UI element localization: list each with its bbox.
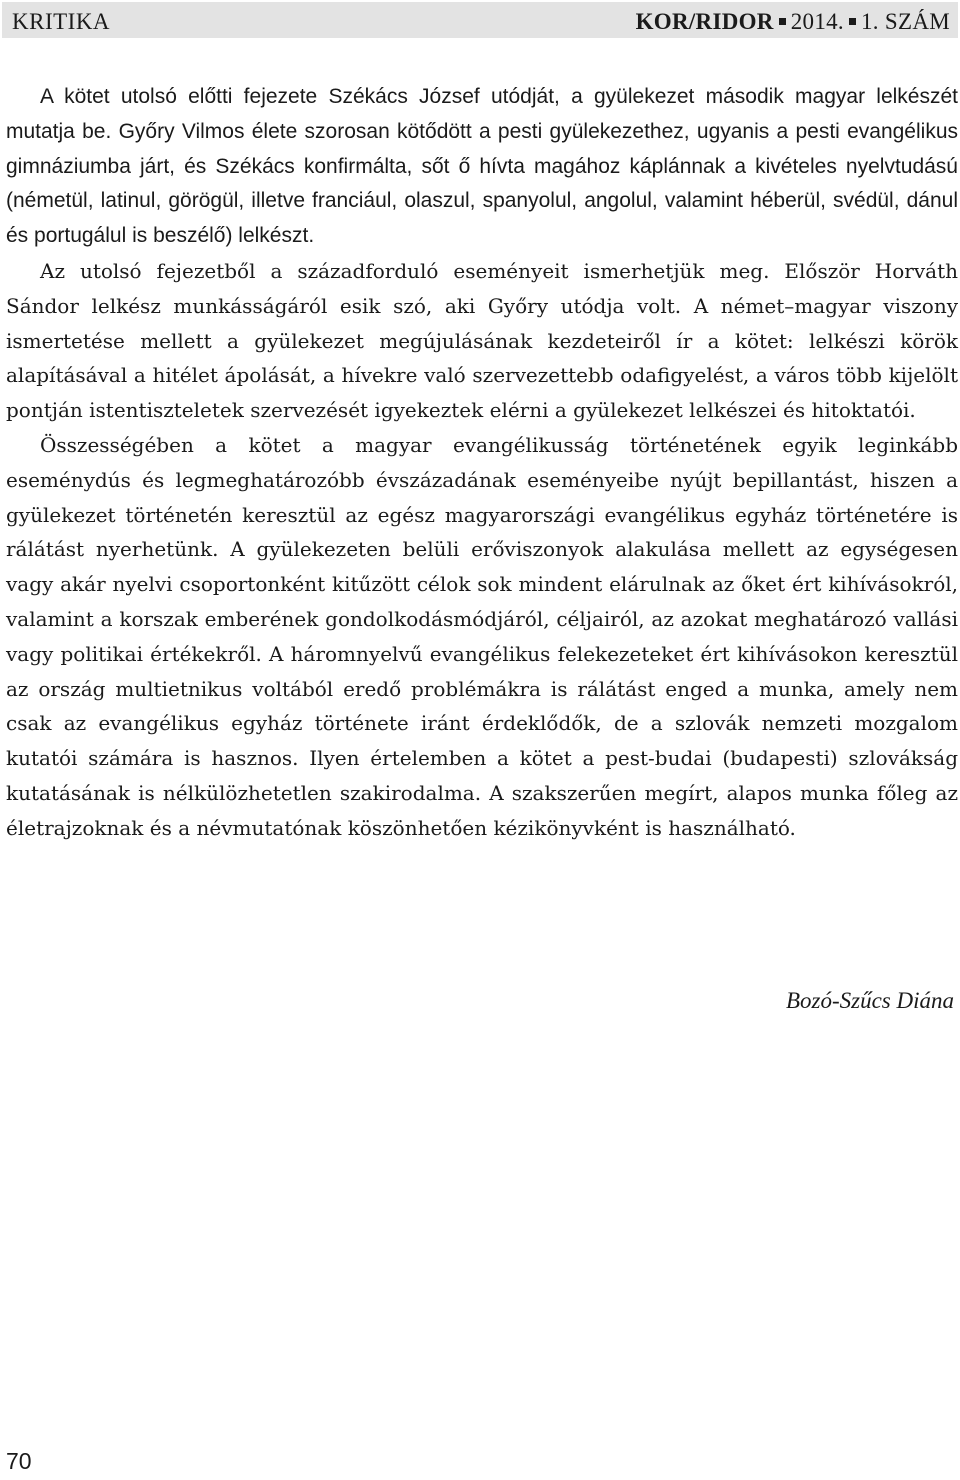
paragraph: Összességében a kötet a magyar evangélikusság történetének egyik leginkább eseménydús és legmeghatározóbb évszázadának eseményeibe nyújt bepillantást, hiszen a gyülekezet történetén keresztül az egész magyarországi evangélikus egyház történetére is rálátást nyerhetünk. A gyülekezeten belüli erőviszonyok alakulása mellett az egységesen vagy akár nyelvi csoportonként kitűzött célok sok mindent elárulnak az őket ért kihívásokról, valamint a korszak emberének gondolkodásmódjáról, céljairól, az azokat meghatározó vallási vagy politikai értékekről. A háromnyelvű evangélikus felekezeteket ért kihívásokon keresztül az ország multietnikus voltából eredő problémákra is rálátást enged a munka, amely nem csak az evangélikus egyház története iránt érdeklődők, de a szlovák nemzeti mozgalom kutatói számára is hasznos. Ilyen értelemben a kötet a pest-budai (budapesti) szlovákság kutatásának is nélkülözhetetlen szakirodalma. A szakszerűen megírt, alapos munka főleg az életrajzoknak és a névmutatónak köszönhetően kézikönyvként is használható. — [6, 432, 958, 840]
journal-name: KOR/RIDOR — [635, 9, 774, 34]
square-bullet-icon — [849, 18, 856, 25]
section-label: KRITIKA — [12, 9, 111, 34]
journal-year: 2014. — [790, 9, 844, 34]
journal-reference — [636, 9, 950, 35]
square-bullet-icon — [779, 18, 786, 25]
article-body — [6, 80, 958, 846]
paragraph: Az utolsó fejezetből a századforduló eseményeit ismerhetjük meg. Először Horváth Sándor lelkész munkásságáról esik szó, aki Győry utódja volt. A német–magyar viszony ismertetése mellett a gyülekezet megújulásának kezdeteiről ír a kötet: lelkészi körök alapításával a hitélet ápolását, a hívekre való szervezettebb odafigyelést, a város több kijelölt pontján istentiszteletek szervezését igyekeztek elérni a gyülekezet lelkészei és hitoktatói. — [6, 258, 958, 423]
journal-issue-word: SZÁM — [884, 9, 950, 34]
journal-issue: 1. — [860, 9, 879, 34]
author-signature: Bozó-Szűcs Diána — [785, 988, 954, 1013]
page-number: 70 — [6, 1448, 32, 1474]
running-header — [2, 2, 958, 38]
paragraph: A kötet utolsó előtti fejezete Székács József utódját, a gyülekezet második magyar lelkészét mutatja be. Győry Vilmos élete szorosan kötődött a pesti gyülekezethez, ugyanis a pesti evangélikus gimnáziumba járt, és Székács konfirmálta, sőt ő hívta magához káplánnak a kivételes nyelvtudású (németül, latinul, görögül, illetve franciául, olaszul, spanyolul, angolul, valamint héberül, svédül, dánul és portugálul is beszélő) lelkészt. — [6, 85, 958, 248]
